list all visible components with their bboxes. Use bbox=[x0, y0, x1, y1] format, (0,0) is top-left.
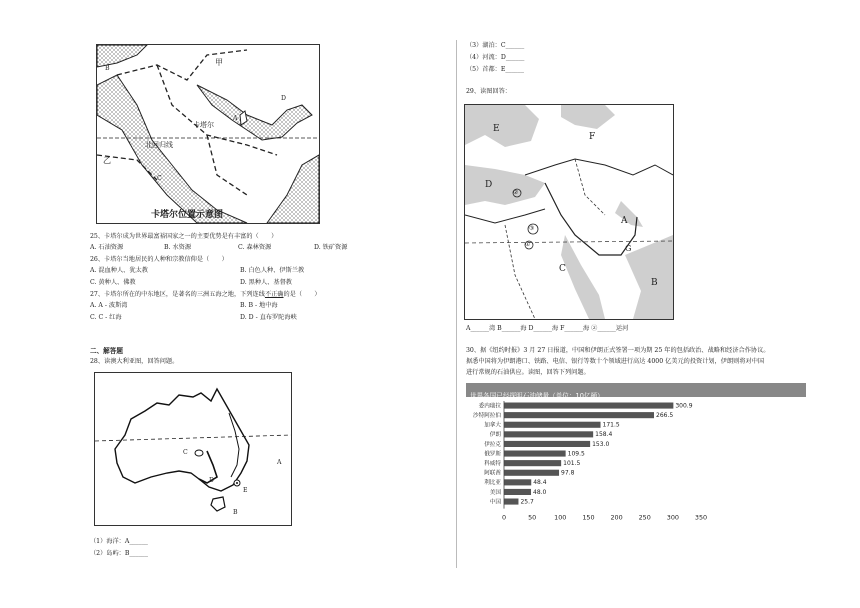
q27-option-b: B. B - 地中海 bbox=[240, 302, 278, 309]
chart-x-tick-label: 50 bbox=[528, 513, 537, 522]
chart-category-label: 科威特 bbox=[484, 461, 501, 467]
chart-bar bbox=[504, 479, 531, 485]
me-label-n3: ③ bbox=[529, 225, 535, 232]
chart-category-label: 委内瑞拉 bbox=[478, 403, 501, 410]
q26-option-b: B. 白色人种、伊斯兰教 bbox=[240, 267, 305, 274]
map-label-qatar: 卡塔尔 bbox=[193, 121, 214, 129]
q28-sub1: （1）海洋：A______ bbox=[90, 538, 148, 545]
me-label-n2: ② bbox=[513, 189, 519, 196]
aus-label-b: B bbox=[233, 509, 238, 516]
aus-label-a: A bbox=[277, 459, 282, 466]
chart-x-tick-label: 350 bbox=[694, 513, 708, 522]
map-label-yi: 乙 bbox=[103, 156, 111, 165]
chart-category-label: 阿联酋 bbox=[484, 470, 501, 477]
chart-bar bbox=[504, 460, 561, 466]
chart-value-label: 266.5 bbox=[656, 412, 674, 419]
chart-bar bbox=[504, 451, 566, 457]
section-heading: 二、解答题 bbox=[90, 347, 123, 355]
chart-value-label: 101.5 bbox=[563, 460, 581, 467]
chart-bar bbox=[504, 422, 601, 428]
map-label-b: B bbox=[105, 65, 110, 72]
chart-x-tick-label: 0 bbox=[501, 513, 507, 522]
me-label-g: G bbox=[625, 244, 632, 253]
q25-option-a: A. 石油资源 bbox=[90, 244, 124, 251]
me-label-c: C bbox=[559, 264, 566, 274]
chart-value-label: 171.5 bbox=[602, 421, 620, 429]
map-label-a: A bbox=[233, 115, 238, 122]
q30-line2: 据悉中国将为伊朗港口、铁路、电信、银行等数十个领域进行高达 4000 亿美元的投资计划，伊朗则将对中国 bbox=[466, 358, 765, 365]
q25-option-b: B. 水资源 bbox=[164, 244, 192, 251]
q28-sub2: （2）岛屿：B______ bbox=[90, 550, 148, 557]
q27-option-a: A. A - 波斯湾 bbox=[90, 302, 128, 309]
q28-sub5: （5）首都：E______ bbox=[466, 66, 524, 73]
q28-sub4: （4）河流：D______ bbox=[466, 54, 525, 61]
chart-category-label: 沙特阿拉伯 bbox=[473, 413, 501, 419]
chart-value-label: 48.0 bbox=[533, 488, 547, 496]
me-label-n1: ① bbox=[525, 241, 531, 248]
aus-label-e: E bbox=[243, 487, 248, 494]
q26-option-d: D. 黑种人、基督教 bbox=[240, 279, 292, 286]
chart-title-bar bbox=[466, 383, 806, 400]
q25-option-d: D. 铁矿资源 bbox=[314, 244, 348, 251]
q25-option-c: C. 森林资源 bbox=[238, 244, 272, 251]
chart-x-tick-label: 200 bbox=[610, 513, 623, 522]
chart-bar bbox=[504, 403, 673, 409]
me-label-a: A bbox=[621, 216, 628, 226]
chart-value-label: 97.8 bbox=[561, 469, 575, 477]
chart-category-label: 伊拉克 bbox=[484, 441, 501, 448]
me-label-f: F bbox=[589, 132, 596, 142]
oil-reserves-chart bbox=[466, 397, 806, 527]
chart-bar bbox=[504, 499, 518, 505]
q27-stem-emphasis: 不正确 bbox=[264, 291, 284, 298]
q27-stem-post: 的是（ ） bbox=[283, 291, 321, 298]
q27-stem-pre: 27、卡塔尔所在的中东地区，是著名的三洲五海之地，下列连线 bbox=[90, 291, 265, 298]
qatar-location-map bbox=[96, 44, 320, 224]
map-label-c: C bbox=[157, 175, 162, 182]
chart-category-label: 伊朗 bbox=[489, 432, 501, 439]
map-label-d: D bbox=[281, 95, 286, 102]
chart-bar bbox=[504, 470, 559, 476]
q25-stem: 25、卡塔尔成为世界最富裕国家之一的主要优势是有丰富的（ ） bbox=[90, 233, 278, 240]
chart-value-label: 158.4 bbox=[595, 431, 613, 439]
chart-value-label: 153.0 bbox=[592, 440, 610, 448]
q26-stem: 26、卡塔尔当地居民的人种和宗教信仰是（ ） bbox=[90, 256, 228, 263]
chart-category-label: 利比亚 bbox=[484, 480, 501, 487]
q26-option-a: A. 混血种人、犹太教 bbox=[90, 267, 148, 274]
chart-bar bbox=[504, 431, 593, 437]
q29-stem: 29、读图回答： bbox=[466, 88, 511, 95]
q29-answer-line: A______湾 B______海 D______海 F______海 ②______运河 bbox=[466, 325, 629, 332]
chart-value-label: 109.5 bbox=[567, 450, 585, 458]
chart-x-tick-label: 100 bbox=[554, 513, 567, 522]
chart-category-label: 俄罗斯 bbox=[484, 451, 501, 458]
aus-label-c: C bbox=[183, 449, 188, 456]
q28-sub3: （3）湖泊：C______ bbox=[466, 42, 525, 49]
chart-bar bbox=[504, 412, 654, 418]
chart-category-label: 美国 bbox=[489, 489, 501, 496]
me-label-b: B bbox=[651, 278, 658, 288]
q27-stem bbox=[90, 291, 321, 299]
chart-bar bbox=[504, 441, 590, 447]
chart-title: 世界各国已经探明石油储量（单位：10亿桶） bbox=[470, 392, 604, 400]
map-label-jia: 甲 bbox=[215, 58, 223, 67]
middle-east-map bbox=[464, 104, 674, 320]
chart-value-label: 48.4 bbox=[533, 479, 547, 487]
me-label-e: E bbox=[493, 124, 500, 134]
q27-option-c: C. C - 红海 bbox=[90, 314, 122, 321]
q27-option-d: D. D - 直布罗陀海峡 bbox=[240, 314, 297, 321]
australia-map bbox=[94, 372, 292, 526]
column-divider bbox=[456, 40, 457, 568]
chart-category-label: 加拿大 bbox=[484, 422, 501, 429]
chart-value-label: 25.7 bbox=[520, 498, 534, 506]
chart-value-label: 300.9 bbox=[675, 402, 693, 410]
q26-option-c: C. 黄种人、佛教 bbox=[90, 279, 136, 286]
map-title: 卡塔尔位置示意图 bbox=[151, 210, 224, 220]
q30-line3: 进行常规的石油供应。读图，回答下列问题。 bbox=[466, 369, 590, 376]
chart-x-tick-label: 250 bbox=[638, 513, 651, 522]
chart-category-label: 中国 bbox=[489, 499, 501, 506]
q28-stem: 28、读澳大利亚图，回答问题。 bbox=[90, 358, 179, 365]
chart-x-tick-label: 150 bbox=[582, 513, 595, 522]
chart-x-tick-label: 300 bbox=[666, 513, 679, 522]
map-label-tropic: 北回归线 bbox=[145, 141, 173, 149]
chart-bar bbox=[504, 489, 531, 495]
aus-label-d: D bbox=[209, 477, 214, 484]
q30-line1: 30、据《纽约时报》3 月 27 日报道，中国和伊朗正式签署一项为期 25 年的包括政治、战略和经济合作协议。 bbox=[466, 347, 770, 354]
me-label-d: D bbox=[485, 180, 493, 190]
